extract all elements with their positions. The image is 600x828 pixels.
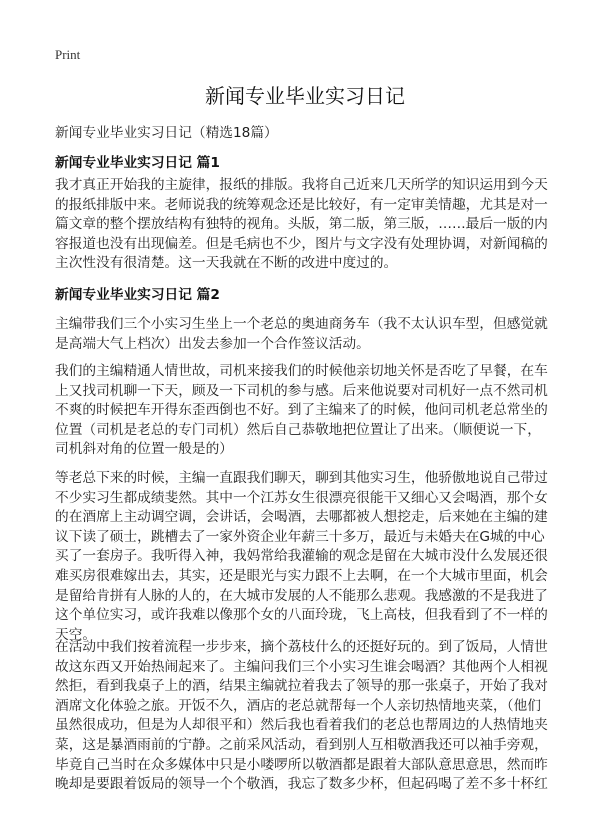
section-heading-1: 新闻专业毕业实习日记 篇1 — [55, 155, 220, 171]
section-heading-2: 新闻专业毕业实习日记 篇2 — [55, 287, 220, 303]
paragraph-line: 我才真正开始我的主旋律，报纸的排版。我将自己近来几天所学的知识运用到今天 — [55, 177, 548, 193]
paragraph-line: 是留给肯拼有人脉的人的，在大城市发展的人不能那么悲观。我感激的不是我进了 — [55, 587, 548, 604]
paragraph-line: 天空。 — [55, 626, 97, 643]
paragraph-line: 故这东西又开始热闹起来了。主编问我们三个小实习生谁会喝酒？其他两个人相视 — [55, 658, 548, 675]
paragraph-line: 等老总下来的时候，主编一直跟我们聊天，聊到其他实习生，他骄傲地说自己带过 — [55, 470, 548, 486]
print-link[interactable]: Print — [55, 47, 81, 62]
paragraph-line: 酒席文化体验之旅。开饭不久，酒店的老总就帮每一个人亲切热情地夹菜，（他们 — [55, 697, 541, 714]
paragraph-line: 容报道也没有出现偏差。但是毛病也不少，图片与文字没有处理协调，对新闻稿的 — [55, 235, 548, 252]
page-title: 新闻专业毕业实习日记 — [205, 84, 405, 108]
paragraph-line: 是高端大气上档次）出发去参加一个合作签议活动。 — [55, 335, 370, 352]
paragraph — [55, 469, 548, 645]
paragraph-line: 菜，这是暴酒雨前的宁静。之前采风活动，看到别人互相敬酒我还可以袖手旁观， — [55, 736, 548, 753]
paragraph-line: 的在酒席上主动调空调，会讲话，会喝酒，去哪都被人想挖走，后来她在主编的建 — [55, 509, 548, 526]
paragraph — [55, 638, 548, 795]
paragraph-line: 难买房很难嫁出去，其实，还是眼光与实力跟不上去啊，在一个大城市里面，机会 — [55, 567, 548, 584]
paragraph-line: 晚却是要跟着饭局的领导一个个敬酒，我忘了数多少杯，但起码喝了差不多十杯红 — [55, 776, 548, 793]
paragraph-line: 主次性没有很清楚。这一天我就在不断的改进中度过的。 — [55, 255, 398, 272]
paragraph-line: 的报纸排版中来。老师说我的统筹观念还是比较好，有一定审美情趣，尤其是对一 — [55, 196, 548, 213]
paragraph — [55, 315, 548, 354]
paragraph-line: 上又找司机聊一下天，顾及一下司机的参与感。后来他说要对司机好一点不然司机 — [55, 382, 548, 399]
paragraph-line: 议下读了硕士，跳槽去了一家外资企业年薪三十多万，最近与未婚夫在G城的中心 — [55, 528, 545, 545]
paragraph-line: 篇文章的整个摆放结构有独特的视角。头版，第二版，第三版，……最后一版的内 — [55, 216, 548, 233]
paragraph-line: 位置（司机是老总的专门司机）然后自己恭敬地把位置让了出来。（顺便说一下， — [55, 421, 541, 438]
paragraph-line: 在活动中我们按着流程一步步来，摘个荔枝什么的还挺好玩的。到了饭局，人情世 — [55, 639, 548, 655]
paragraph — [55, 176, 548, 274]
paragraph-line: 司机斜对角的位置一般是的） — [55, 441, 233, 458]
paragraph — [55, 362, 548, 460]
paragraph-line: 不爽的时候把车开得东歪西倒也不好。到了主编来了的时候，他问司机老总常坐的 — [55, 402, 548, 419]
paragraph-line: 不少实习生都成绩斐然。其中一个江苏女生很漂亮很能干又细心又会喝酒，那个女 — [55, 489, 548, 506]
paragraph-line: 主编带我们三个小实习生坐上一个老总的奥迪商务车（我不太认识车型，但感觉就 — [55, 316, 548, 332]
paragraph-line: 虽然很成功，但是为人却很平和）然后我也看着我们的老总也帮周边的人热情地夹 — [55, 717, 548, 734]
paragraph-line: 然拒，看到我桌子上的酒，结果主编就拉着我去了领导的那一张桌子，开始了我对 — [55, 678, 548, 695]
paragraph-line: 这个单位实习，或许我难以像那个女的八面玲珑，飞上高枝，但我看到了不一样的 — [55, 607, 548, 624]
paragraph-line: 买了一套房子。我听得入神，我妈常给我灌输的观念是留在大城市没什么发展还很 — [55, 548, 548, 565]
paragraph-line: 毕竟自己当时在众多媒体中只是小喽啰所以敬酒都是跟着大部队意思意思，然而昨 — [55, 756, 548, 773]
document-subtitle: 新闻专业毕业实习日记（精选18篇） — [55, 125, 278, 141]
paragraph-line: 我们的主编精通人情世故，司机来接我们的时候他亲切地关怀是否吃了早餐，在车 — [55, 363, 548, 379]
